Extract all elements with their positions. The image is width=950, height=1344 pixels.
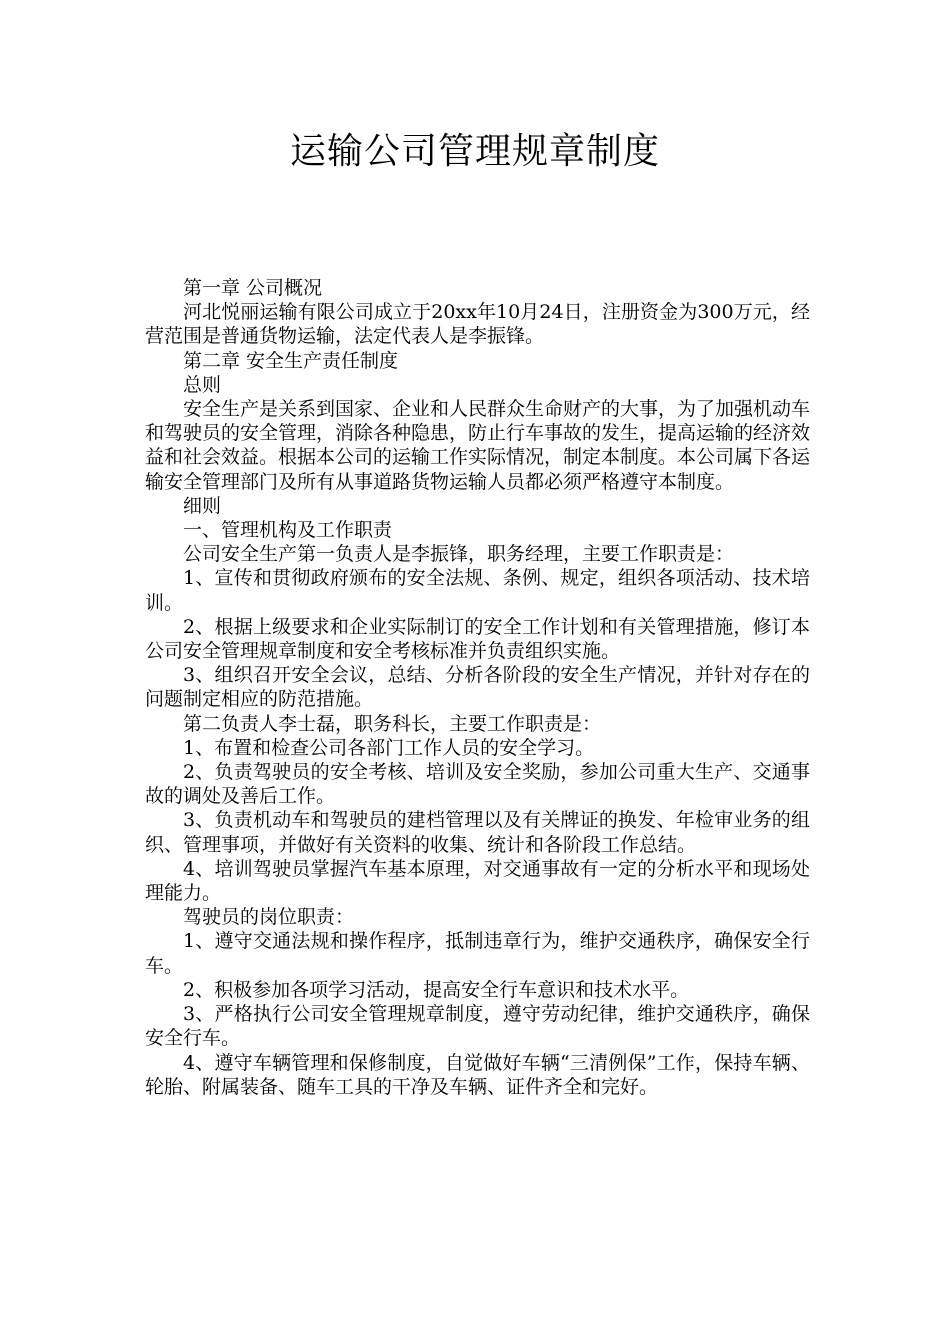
- chapter-heading: 第二章 安全生产责任制度: [183, 349, 399, 372]
- document-title: 运输公司管理规章制度: [289, 131, 660, 172]
- section-heading: 一、管理机构及工作职责: [183, 519, 393, 542]
- document-body: [145, 276, 810, 1099]
- list-item: 2、负责驾驶员的安全考核、培训及安全奖励，参加公司重大生产、交通事故的调处及善后工作。: [145, 761, 810, 808]
- list-item: 1、布置和检查公司各部门工作人员的安全学习。: [183, 736, 595, 759]
- list-item: 3、组织召开安全会议，总结、分析各阶段的安全生产情况，并针对存在的问题制定相应的防范措施。: [145, 664, 810, 711]
- list-item: 1、遵守交通法规和操作程序，抵制违章行为，维护交通秩序，确保安全行车。: [145, 930, 810, 977]
- list-item: 4、遵守车辆管理和保修制度，自觉做好车辆“三清例保”工作，保持车辆、轮胎、附属装备、随车工具的干净及车辆、证件齐全和完好。: [145, 1051, 810, 1098]
- chapter-heading: 第一章 公司概况: [183, 277, 323, 299]
- list-item: 2、积极参加各项学习活动，提高安全行车意识和技术水平。: [183, 978, 690, 1001]
- body-paragraph: 公司安全生产第一负责人是李振锋，职务经理，主要工作职责是：: [183, 543, 735, 566]
- list-item: 4、培训驾驶员掌握汽车基本原理，对交通事故有一定的分析水平和现场处理能力。: [145, 857, 810, 905]
- list-item: 1、宣传和贯彻政府颁布的安全法规、条例、规定，组织各项活动、技术培训。: [145, 567, 810, 614]
- section-heading: 总则: [183, 373, 222, 396]
- body-paragraph: 第二负责人李士磊，职务科长，主要工作职责是：: [183, 712, 602, 735]
- list-item: 3、负责机动车和驾驶员的建档管理以及有关牌证的换发、年检审业务的组织、管理事项，并做好有关资料的收集、统计和各阶段工作总结。: [145, 809, 810, 856]
- section-heading: 细则: [183, 494, 222, 517]
- list-item: 3、严格执行公司安全管理规章制度，遵守劳动纪律，维护交通秩序，确保安全行车。: [145, 1003, 810, 1050]
- section-heading: 驾驶员的岗位职责：: [183, 906, 355, 929]
- body-paragraph: 安全生产是关系到国家、企业和人民群众生命财产的大事，为了加强机动车和驾驶员的安全管理，消除各种隐患，防止行车事故的发生，提高运输的经济效益和社会效益。根据本公司的运输工作实际情况，制定本制度。本公司属下各运输安全管理部门及所有从事道路货物运输人员都必须严格遵守本制度。: [145, 398, 811, 493]
- body-paragraph: 河北悦丽运输有限公司成立于20xx年10月24日，注册资金为300万元，经营范围是普通货物运输，法定代表人是李振锋。: [145, 301, 810, 348]
- list-item: 2、根据上级要求和企业实际制订的安全工作计划和有关管理措施，修订本公司安全管理规章制度和安全考核标准并负责组织实施。: [145, 615, 810, 663]
